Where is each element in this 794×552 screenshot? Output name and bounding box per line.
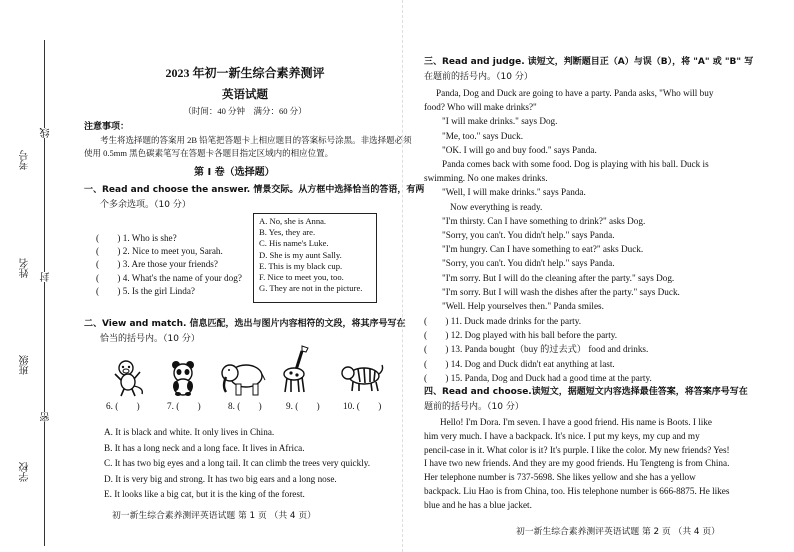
elephant-icon xyxy=(218,358,266,398)
match-text-d: D. It is very big and strong. It has two big ears and a long nose. xyxy=(104,473,337,484)
option-b: B. Yes, they are. xyxy=(259,227,316,238)
passage-line-1: Panda, Dog and Duck are going to have a party. Panda asks, "Who will buy xyxy=(436,88,714,98)
judge-question-14: ( ) 14. Dog and Duck didn't eat anything at last. xyxy=(424,358,615,369)
question-2: ( ) 2. Nice to meet you, Sarah. xyxy=(96,246,223,257)
passage-line-7: swimming. No one makes drinks. xyxy=(424,173,548,184)
story-passage xyxy=(424,86,784,313)
match-blank-6: 6. ( ) xyxy=(106,401,140,411)
judge-question-13: ( ) 13. Panda bought（buy 的过去式） food and drinks. xyxy=(424,344,649,355)
exam-subtitle: 英语试题 xyxy=(222,87,268,101)
passage-line-10: "I'm thirsty. Can I have something to drink?" asks Dog. xyxy=(442,215,646,226)
section1-heading: 一、Read and choose the answer. 情景交际。从方框中选择恰当的答语，有两 xyxy=(84,185,425,195)
passage-line-13: "Sorry, you can't. You didn't help." says Panda. xyxy=(442,258,615,269)
notice-line-2: 使用 0.5mm 黑色碳素笔写在答题卡各题目指定区域内的相应位置。 xyxy=(84,148,334,158)
passage-line-8: "Well, I will make drinks." says Panda. xyxy=(442,187,586,198)
match-text-c: C. It has two big eyes and a long tail. It can climb the trees very quickly. xyxy=(104,458,371,469)
monkey-icon xyxy=(112,358,146,398)
passage-line-4: "Me, too." says Duck. xyxy=(442,130,523,141)
dora-line-4: I have two new friends. And they are my good friends. Hu Tengteng is from China. xyxy=(424,458,730,469)
passage-line-3: "I will make drinks." says Dog. xyxy=(442,116,558,127)
passage-line-15: "I'm sorry. But I will wash the dishes after the party." says Duck. xyxy=(442,286,680,297)
section1-question-list xyxy=(96,232,242,298)
exam-number-label: 考号 xyxy=(20,150,31,170)
binding-line xyxy=(44,40,45,546)
page-divider xyxy=(402,0,403,552)
page2-footer: 初一新生综合素养测评英语试题 第 2 页 （共 4 页） xyxy=(516,527,720,537)
passage-line-11: "Sorry, you can't. You didn't help." says Panda. xyxy=(442,230,615,241)
match-text-b: B. It has a long neck and a long face. It lives in Africa. xyxy=(104,442,305,453)
binding-mark-feng: 封 xyxy=(41,272,52,282)
judge-question-12: ( ) 12. Dog played with his ball before the party. xyxy=(424,330,618,341)
judge-question-11: ( ) 11. Duck made drinks for the party. xyxy=(424,316,581,326)
dora-line-1: Hello! I'm Dora. I'm seven. I have a good friend. His name is Boots. I like xyxy=(440,417,712,427)
time-score: （时间：40 分钟 满分：60 分） xyxy=(183,106,307,116)
section3-heading-2: 在题前的括号内。（10 分） xyxy=(424,72,533,82)
match-blank-10: 10. ( ) xyxy=(343,401,382,411)
class-label: 班级 xyxy=(20,355,31,375)
giraffe-icon xyxy=(280,344,316,394)
section1-heading-2: 个多余选项。（10 分） xyxy=(100,200,191,210)
option-d: D. She is my aunt Sally. xyxy=(259,249,342,260)
section4-heading-2: 题前的括号内。（10 分） xyxy=(424,402,524,412)
dora-line-5: Her telephone number is 737-5698. She likes yellow and she has a yellow xyxy=(424,472,696,483)
binding-mark-mi: 密 xyxy=(41,412,52,422)
exam-title: 2023 年初一新生综合素养测评 xyxy=(165,66,325,80)
section3-heading: 三、Read and judge. 读短文，判断题目正（A）与误（B），将 "A" 或 "B" 写 xyxy=(424,57,754,67)
match-text-a: A. It is black and white. It only lives in China. xyxy=(104,427,275,437)
passage-line-12: "I'm hungry. Can I have something to eat?" asks Duck. xyxy=(442,244,644,255)
match-texts xyxy=(104,425,370,503)
page1-footer: 初一新生综合素养测评英语试题 第 1 页 （共 4 页） xyxy=(112,511,316,521)
dora-line-3: pencil-case in it. What color is it? It's purple. I like the color. My new friends? Yes! xyxy=(424,444,730,455)
passage-line-9: Now everything is ready. xyxy=(450,201,543,212)
binding-margin xyxy=(0,0,70,552)
option-g: G. They are not in the picture. xyxy=(259,283,363,294)
notice-title: 注意事项： xyxy=(84,122,130,132)
notice-line-1: 考生将选择题的答案用 2B 铅笔把答题卡上相应题目的答案标号涂黑。非选择题必须 xyxy=(100,135,412,145)
binding-mark-xian: 线 xyxy=(41,128,52,138)
option-a: A. No, she is Anna. xyxy=(259,216,327,226)
tiger-icon xyxy=(340,362,384,392)
school-label: 学校 xyxy=(20,462,31,482)
passage-line-14: "I'm sorry. But I will do the cleaning after the party." says Dog. xyxy=(442,272,675,283)
option-f: F. Nice to meet you, too. xyxy=(259,272,344,283)
question-5: ( ) 5. Is the girl Linda? xyxy=(96,285,195,296)
panda-icon xyxy=(168,360,198,396)
section4-heading: 四、Read and choose.读短文，据题短文内容选择最佳答案，将答案序号写在 xyxy=(424,387,748,397)
name-label: 姓名 xyxy=(20,258,31,278)
dora-line-6: backpack. Liu Hao is from China, too. His telephone number is 666-8875. He likes xyxy=(424,485,730,496)
passage-line-16: "Well. Help yourselves then." Panda smiles. xyxy=(442,301,604,312)
dora-passage xyxy=(424,416,730,513)
judge-question-15: ( ) 15. Panda, Dog and Duck had a good time at the party. xyxy=(424,372,652,383)
match-blank-9: 9. ( ) xyxy=(286,401,320,411)
section2-heading: 二、View and match. 信息匹配，选出与图片内容相符的文段，将其序号写在 xyxy=(84,319,406,329)
match-blank-7: 7. ( ) xyxy=(167,401,201,411)
dora-line-7: blue and he has a blue jacket. xyxy=(424,499,532,510)
question-4: ( ) 4. What's the name of your dog? xyxy=(96,272,242,283)
passage-line-2: food? Who will make drinks?" xyxy=(424,102,537,113)
section2-heading-2: 恰当的括号内。（10 分） xyxy=(100,334,200,344)
question-1: ( ) 1. Who is she? xyxy=(96,233,177,243)
option-c: C. His name's Luke. xyxy=(259,238,329,249)
passage-line-6: Panda comes back with some food. Dog is playing with his ball. Duck is xyxy=(442,159,709,170)
dora-line-2: him very much. I have a backpack. It's nice. I put my keys, my cup and my xyxy=(424,430,700,441)
match-blank-8: 8. ( ) xyxy=(228,401,262,411)
volume-title: 第 Ⅰ 卷（选择题） xyxy=(194,167,275,178)
answer-options-box xyxy=(253,213,377,303)
question-3: ( ) 3. Are those your friends? xyxy=(96,259,218,270)
passage-line-5: "OK. I will go and buy food." says Panda. xyxy=(442,144,597,155)
judge-questions xyxy=(424,314,652,385)
match-text-e: E. It looks like a big cat, but it is the king of the forest. xyxy=(104,489,305,500)
option-e: E. This is my black cup. xyxy=(259,260,343,271)
